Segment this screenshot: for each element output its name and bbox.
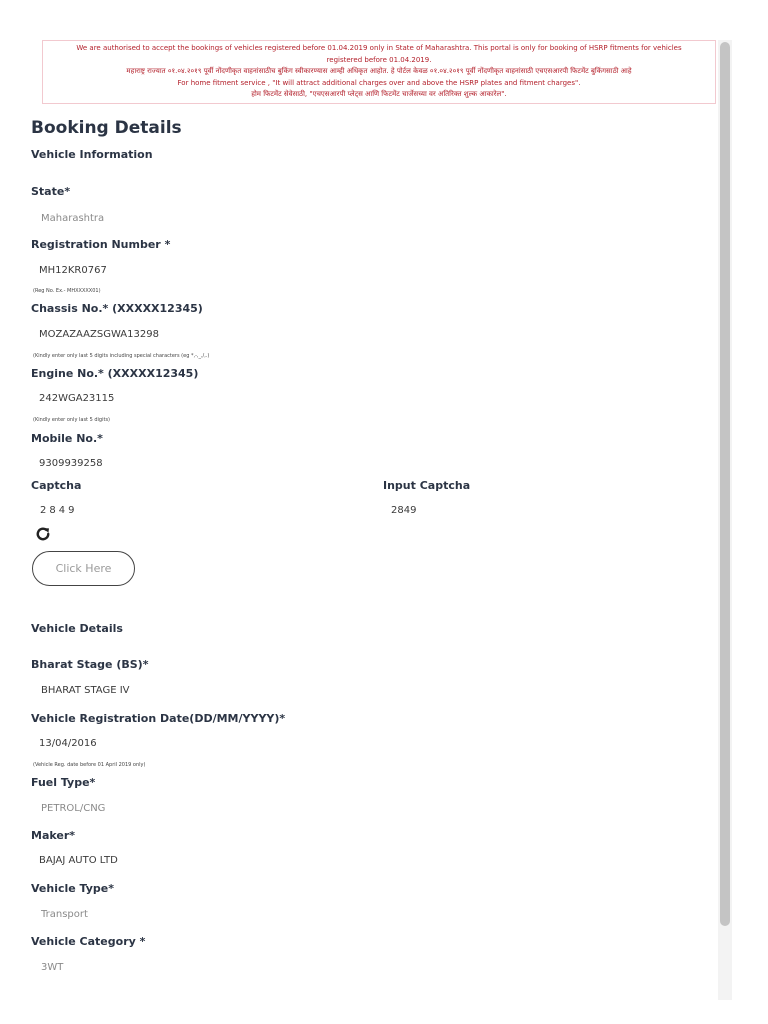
- vehicle-category-select[interactable]: 3WT: [41, 962, 64, 973]
- notice-banner: [42, 40, 716, 104]
- page-title: Booking Details: [31, 118, 182, 138]
- chassis-number-hint: (Kindly enter only last 5 digits including special characters (eg *,-,_,/,.): [33, 353, 210, 359]
- notice-line-5: होम फिटमेंट सेवेसाठी, "एचएसआरपी प्लेट्स आणि फिटमेंट चार्जेसच्या वर अतिरिक्त शुल्क आकारेल".: [251, 90, 507, 98]
- notice-line-4: For home fitment service , "It will attract additional charges over and above the HSRP plates and fitment charges".: [177, 78, 581, 87]
- refresh-captcha-icon[interactable]: [34, 525, 52, 543]
- scrollbar-thumb[interactable]: [720, 42, 730, 926]
- vehicle-information-heading: Vehicle Information: [31, 148, 153, 161]
- vehicle-category-label: Vehicle Category *: [31, 935, 146, 948]
- chassis-number-label: Chassis No.* (XXXXX12345): [31, 302, 203, 315]
- engine-number-label: Engine No.* (XXXXX12345): [31, 367, 199, 380]
- maker-select[interactable]: BAJAJ AUTO LTD: [39, 855, 118, 866]
- registration-number-hint: (Reg No. Ex.- MHXXXXX01): [33, 288, 101, 294]
- engine-number-input[interactable]: 242WGA23115: [39, 393, 115, 404]
- registration-date-label: Vehicle Registration Date(DD/MM/YYYY)*: [31, 712, 286, 725]
- click-here-button[interactable]: Click Here: [32, 551, 135, 586]
- vehicle-type-select[interactable]: Transport: [41, 909, 88, 920]
- registration-number-input[interactable]: MH12KR0767: [39, 265, 107, 276]
- input-captcha-label: Input Captcha: [383, 479, 471, 492]
- notice-line-3: महाराष्ट्र राज्यात ०१.०४.२०१९ पूर्वी नोंदणीकृत वाहनांसाठीच बुकिंग स्वीकारण्यास आम्ही अधिकृत आहोत. हे पोर्टल केवळ ०१.०४.२०१९ पूर्वी नोंदणीकृत वाहनांसाठी एचएसआरपी फिटमेंट बुकिंगसाठी आहे: [126, 67, 632, 75]
- fuel-type-label: Fuel Type*: [31, 776, 96, 789]
- bharat-stage-label: Bharat Stage (BS)*: [31, 658, 149, 671]
- captcha-image: 2849: [40, 505, 78, 516]
- engine-number-hint: (Kindly enter only last 5 digits): [33, 417, 111, 423]
- mobile-number-input[interactable]: 9309939258: [39, 458, 103, 469]
- captcha-label: Captcha: [31, 479, 82, 492]
- state-label: State*: [31, 185, 71, 198]
- fuel-type-select[interactable]: PETROL/CNG: [41, 803, 106, 814]
- chassis-number-input[interactable]: MOZAZAAZSGWA13298: [39, 329, 159, 340]
- maker-label: Maker*: [31, 829, 76, 842]
- bharat-stage-select[interactable]: BHARAT STAGE IV: [41, 685, 130, 696]
- state-select[interactable]: Maharashtra: [41, 213, 105, 224]
- notice-line-1: We are authorised to accept the bookings of vehicles registered before 01.04.2019 only in State of Maharashtra. This portal is only for booking of HSRP fitments for vehicles: [76, 44, 682, 52]
- input-captcha-field[interactable]: 2849: [391, 505, 417, 516]
- registration-number-label: Registration Number *: [31, 238, 171, 251]
- vehicle-details-heading: Vehicle Details: [31, 622, 123, 635]
- vehicle-type-label: Vehicle Type*: [31, 882, 115, 895]
- notice-line-2: registered before 01.04.2019.: [326, 55, 432, 64]
- mobile-number-label: Mobile No.*: [31, 432, 103, 445]
- registration-date-hint: (Vehicle Reg. date before 01 April 2019 only): [33, 762, 146, 768]
- registration-date-input[interactable]: 13/04/2016: [39, 738, 97, 749]
